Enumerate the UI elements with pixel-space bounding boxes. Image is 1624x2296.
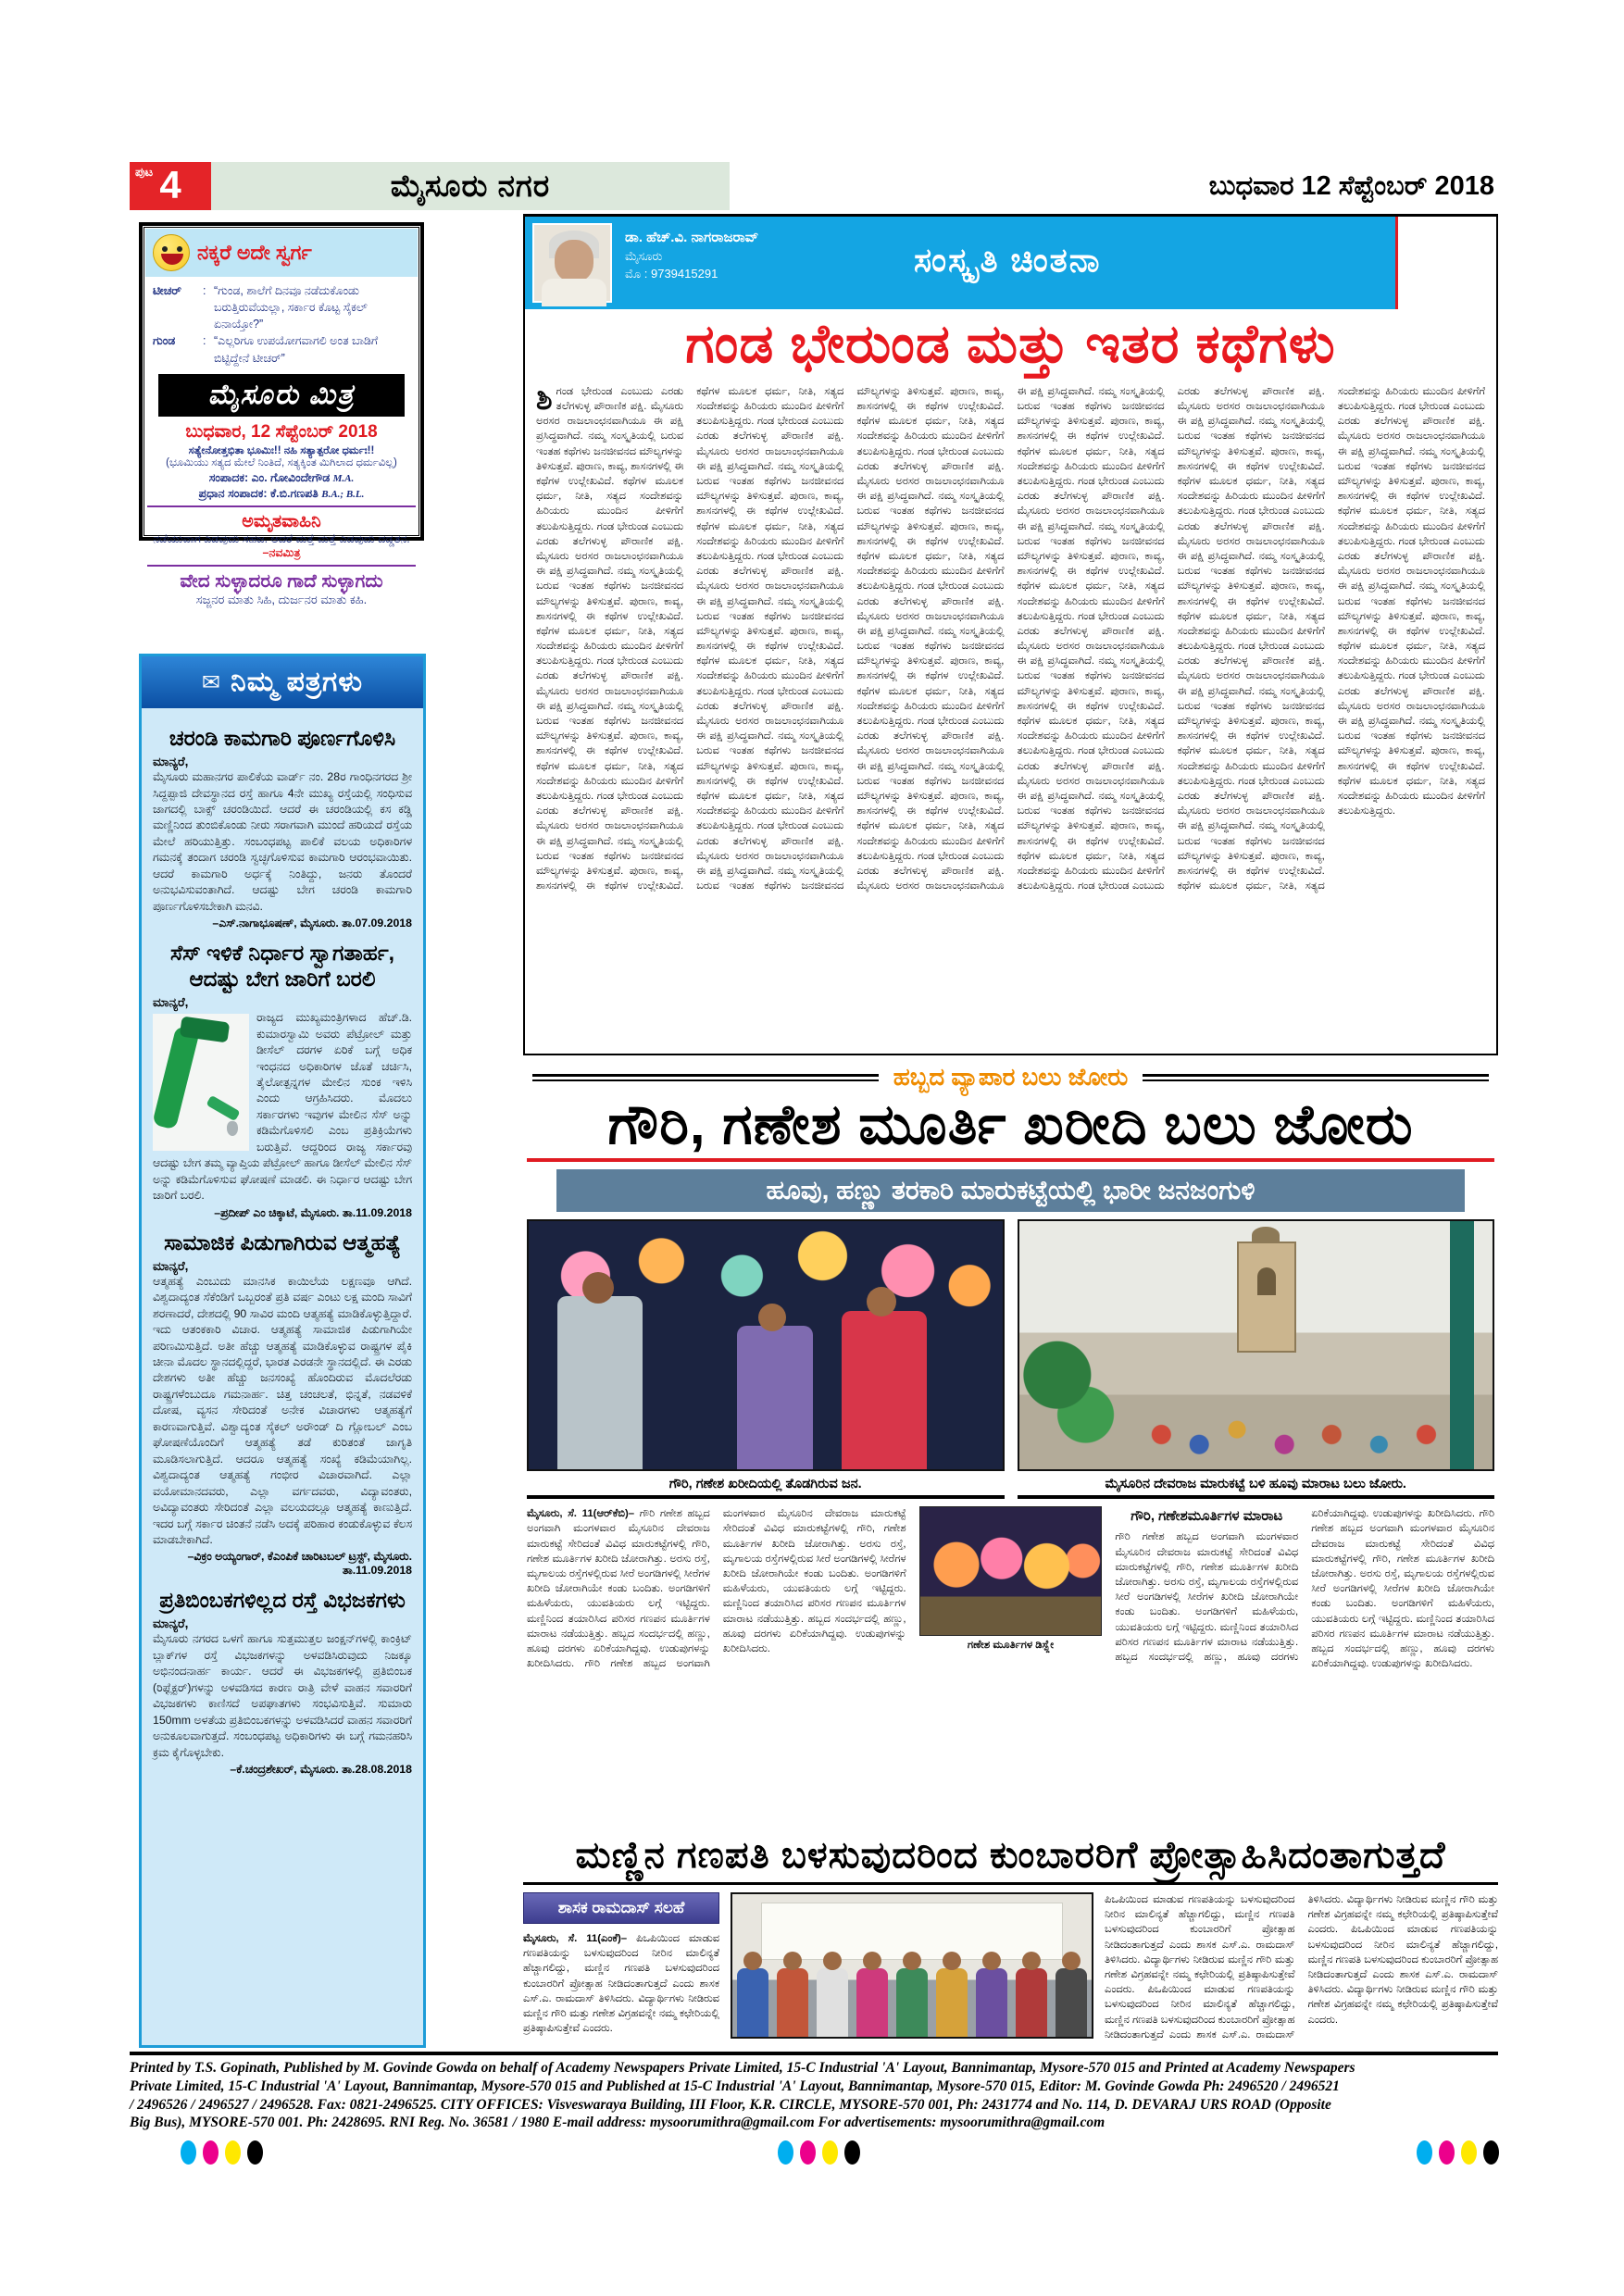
black-dot [1483,2140,1499,2165]
letter-headline: ಪ್ರತಿಬಿಂಬಕಗಳಿಲ್ಲದ ರಸ್ತೆ ವಿಭಜಕಗಳು [159,1588,406,1613]
potter-lead: ಮೈಸೂರು, ಸೆ. 11(ಎಂಕೆ)– ಪಿಒಪಿಯಿಂದ ಮಾಡುವ ಗಣಪತಿಯನ್ನು ಬಳಸುವುದರಿಂದ ನೀರಿನ ಮಾಲಿನ್ಯತೆ ಹೆಚ್ಚಾಗಲಿದ್ದು, ಮಣ್ಣಿನ ಗಣಪತಿ ಬಳಸುವುದರಿಂದ ಕುಂಬಾರರಿಗೆ ಪ್ರೋತ್ಸಾಹ ನೀಡಿದಂತಾಗುತ್ತದೆ ಎಂದು ಶಾಸಕ ಎಸ್.ಎ. ರಾಮದಾಸ್ ತಿಳಿಸಿದರು. ವಿದ್ಯಾರ್ಥಿಗಳು ನೀಡಿರುವ ಮಣ್ಣಿನ ಗೌರಿ ಮತ್ತು ಗಣೇಶ ವಿಗ್ರಹವನ್ನೇ ನಮ್ಮ ಕಛೇರಿಯಲ್ಲಿ ಪ್ರತಿಷ್ಠಾಪಿಸುತ್ತೇವೆ ಎಂದರು. [523,1933,720,2035]
imprint-footer [130,2052,1498,2132]
page-date: ಬುಧವಾರ 12 ಸೆಪ್ಟೆಂಬರ್ 2018 [1208,170,1494,201]
letter-signature: –ಕೆ.ಚಂದ್ರಶೇಖರ್, ಮೈಸೂರು. ತಾ.28.08.2018 [230,1763,412,1777]
yellow-dot [822,2140,838,2165]
festival-body [527,1506,1494,1788]
letter-item [153,1229,412,1578]
person-figure [856,1968,888,2037]
chief-editor-qualification: B.A.; B.L. [321,488,365,500]
proverb-text: ಸಜ್ಜನರ ಮಾತು ಸಿಹಿ, ದುರ್ಜನರ ಮಾತು ಕಹಿ. [195,592,368,606]
letter-body: ಮೈಸೂರು ನಗರದ ಒಳಗೆ ಹಾಗೂ ಸುತ್ತಮುತ್ತಲ ಜಂಕ್ಷನ್‌ಗಳಲ್ಲಿ ಕಾಂಕ್ರಿಟ್ ಬ್ಲಾಕ್‌ಗಳ ರಸ್ತೆ ವಿಭಜಕಗಳನ್ನು ಅಳವಡಿಸಿರುವುದು ನಿಜಕ್ಕೂ ಅಭಿನಂದನಾರ್ಹ ಕಾರ್ಯ. ಆದರೆ ಈ ವಿಭಜಕಗಳಲ್ಲಿ ಪ್ರತಿಬಿಂಬಕ (ರಿಫ್ಲೆಕ್ಟರ್)ಗಳನ್ನು ಅಳವಡಿಸದ ಕಾರಣ ರಾತ್ರಿ ವೇಳೆ ವಾಹನ ಸವಾರರಿಗೆ ವಿಭಜಕಗಳು ಕಾಣಿಸದೆ ಅಪಘಾತಗಳು ಸಂಭವಿಸುತ್ತಿವೆ. ಸುಮಾರು 150mm ಅಳತೆಯ ಪ್ರತಿಬಿಂಬಕಗಳನ್ನು ಅಳವಡಿಸಿದರೆ ವಾಹನ ಸವಾರರಿಗೆ ಅನುಕೂಲವಾಗುತ್ತದೆ. ಸಂಬಂಧಪಟ್ಟ ಅಧಿಕಾರಿಗಳು ಈ ಬಗ್ಗೆ ಗಮನಹರಿಸಿ ಕ್ರಮ ಕೈಗೊಳ್ಳಬೇಕು. [153,1632,412,1759]
inset-caption: ಗಣೇಶ ಮೂರ್ತಿಗಳ ಡಿಸ್ಪ್ಲೇ [967,1640,1055,1652]
festival-article [523,1061,1498,1826]
person-figure [557,1296,643,1470]
masthead-box [139,222,424,606]
motto-meaning: (ಭೂಮಿಯು ಸತ್ಯದ ಮೇಲೆ ನಿಂತಿದೆ, ಸತ್ಯಕ್ಕಿಂತ ಮಿಗಿಲಾದ ಧರ್ಮವಿಲ್ಲ) [166,456,397,468]
amrutavahini-signature: –ನವಮಿತ್ರ [262,545,301,559]
letter-salutation: ಮಾನ್ಯರೆ, [153,1616,189,1631]
amrutavahini-text: ನಡೆಯುವಾಗ ಎಡವುದು ಸಹಜ. ಆದರೆ ಮತ್ತೆ ಮತ್ತೆ ಎಡವುದು ದಡ್ಡತನ. –ನವಮಿತ್ರ [153,531,410,559]
joke-dialogue [145,277,418,368]
potter-content-row [523,1892,1498,2050]
culture-body-text: ಗಂಡ ಭೇರುಂಡ ಎಂಬುದು ಎರಡು ತಲೆಗಳುಳ್ಳ ಪೌರಾಣಿಕ ಪಕ್ಷಿ. ಮೈಸೂರು ಅರಸರ ರಾಜಲಾಂಛನವಾಗಿಯೂ ಈ ಪಕ್ಷಿ ಪ್ರಸಿದ್ಧವಾಗಿದೆ. ನಮ್ಮ ಸಂಸ್ಕೃತಿಯಲ್ಲಿ ಬರುವ ಇಂತಹ ಕಥೆಗಳು ಜನಜೀವನದ ಮೌಲ್ಯಗಳನ್ನು ತಿಳಿಸುತ್ತವೆ. ಪುರಾಣ, ಕಾವ್ಯ, ಶಾಸನಗಳಲ್ಲಿ ಈ ಕಥೆಗಳ ಉಲ್ಲೇಖವಿದೆ. ಕಥೆಗಳ ಮೂಲಕ ಧರ್ಮ, ನೀತಿ, ಸತ್ಯದ ಸಂದೇಶವನ್ನು ಹಿರಿಯರು ಮುಂದಿನ ಪೀಳಿಗೆಗೆ ತಲುಪಿಸುತ್ತಿದ್ದರು. ಗಂಡ ಭೇರುಂಡ ಎಂಬುದು ಎರಡು ತಲೆಗಳುಳ್ಳ ಪೌರಾಣಿಕ ಪಕ್ಷಿ. ಮೈಸೂರು ಅರಸರ ರಾಜಲಾಂಛನವಾಗಿಯೂ ಈ ಪಕ್ಷಿ ಪ್ರಸಿದ್ಧವಾಗಿದೆ. ನಮ್ಮ ಸಂಸ್ಕೃತಿಯಲ್ಲಿ ಬರುವ ಇಂತಹ ಕಥೆಗಳು ಜನಜೀವನದ ಮೌಲ್ಯಗಳನ್ನು ತಿಳಿಸುತ್ತವೆ. ಪುರಾಣ, ಕಾವ್ಯ, ಶಾಸನಗಳಲ್ಲಿ ಈ ಕಥೆಗಳ ಉಲ್ಲೇಖವಿದೆ. ಕಥೆಗಳ ಮೂಲಕ ಧರ್ಮ, ನೀತಿ, ಸತ್ಯದ ಸಂದೇಶವನ್ನು ಹಿರಿಯರು ಮುಂದಿನ ಪೀಳಿಗೆಗೆ ತಲುಪಿಸುತ್ತಿದ್ದರು. ಗಂಡ ಭೇರುಂಡ ಎಂಬುದು ಎರಡು ತಲೆಗಳುಳ್ಳ ಪೌರಾಣಿಕ ಪಕ್ಷಿ. ಮೈಸೂರು ಅರಸರ ರಾಜಲಾಂಛನವಾಗಿಯೂ ಈ ಪಕ್ಷಿ ಪ್ರಸಿದ್ಧವಾಗಿದೆ. ನಮ್ಮ ಸಂಸ್ಕೃತಿಯಲ್ಲಿ ಬರುವ ಇಂತಹ ಕಥೆಗಳು ಜನಜೀವನದ ಮೌಲ್ಯಗಳನ್ನು ತಿಳಿಸುತ್ತವೆ. ಪುರಾಣ, ಕಾವ್ಯ, ಶಾಸನಗಳಲ್ಲಿ ಈ ಕಥೆಗಳ ಉಲ್ಲೇಖವಿದೆ. ಕಥೆಗಳ ಮೂಲಕ ಧರ್ಮ, ನೀತಿ, ಸತ್ಯದ ಸಂದೇಶವನ್ನು ಹಿರಿಯರು ಮುಂದಿನ ಪೀಳಿಗೆಗೆ ತಲುಪಿಸುತ್ತಿದ್ದರು. ಗಂಡ ಭೇರುಂಡ ಎಂಬುದು ಎರಡು ತಲೆಗಳುಳ್ಳ ಪೌರಾಣಿಕ ಪಕ್ಷಿ. ಮೈಸೂರು ಅರಸರ ರಾಜಲಾಂಛನವಾಗಿಯೂ ಈ ಪಕ್ಷಿ ಪ್ರಸಿದ್ಧವಾಗಿದೆ. ನಮ್ಮ ಸಂಸ್ಕೃತಿಯಲ್ಲಿ ಬರುವ ಇಂತಹ ಕಥೆಗಳು ಜನಜೀವನದ ಮೌಲ್ಯಗಳನ್ನು ತಿಳಿಸುತ್ತವೆ. ಪುರಾಣ, ಕಾವ್ಯ, ಶಾಸನಗಳಲ್ಲಿ ಈ ಕಥೆಗಳ ಉಲ್ಲೇಖವಿದೆ. ಕಥೆಗಳ ಮೂಲಕ ಧರ್ಮ, ನೀತಿ, ಸತ್ಯದ ಸಂದೇಶವನ್ನು ಹಿರಿಯರು ಮುಂದಿನ ಪೀಳಿಗೆಗೆ ತಲುಪಿಸುತ್ತಿದ್ದರು. ಗಂಡ ಭೇರುಂಡ ಎಂಬುದು ಎರಡು ತಲೆಗಳುಳ್ಳ ಪೌರಾಣಿಕ ಪಕ್ಷಿ. ಮೈಸೂರು ಅರಸರ ರಾಜಲಾಂಛನವಾಗಿಯೂ ಈ ಪಕ್ಷಿ ಪ್ರಸಿದ್ಧವಾಗಿದೆ. ನಮ್ಮ ಸಂಸ್ಕೃತಿಯಲ್ಲಿ ಬರುವ ಇಂತಹ ಕಥೆಗಳು ಜನಜೀವನದ ಮೌಲ್ಯಗಳನ್ನು ತಿಳಿಸುತ್ತವೆ. ಪುರಾಣ, ಕಾವ್ಯ, ಶಾಸನಗಳಲ್ಲಿ ಈ ಕಥೆಗಳ ಉಲ್ಲೇಖವಿದೆ. ಕಥೆಗಳ ಮೂಲಕ ಧರ್ಮ, ನೀತಿ, ಸತ್ಯದ ಸಂದೇಶವನ್ನು ಹಿರಿಯರು ಮುಂದಿನ ಪೀಳಿಗೆಗೆ ತಲುಪಿಸುತ್ತಿದ್ದರು. ಗಂಡ ಭೇರುಂಡ ಎಂಬುದು ಎರಡು ತಲೆಗಳುಳ್ಳ ಪೌರಾಣಿಕ ಪಕ್ಷಿ. ಮೈಸೂರು ಅರಸರ ರಾಜಲಾಂಛನವಾಗಿಯೂ ಈ ಪಕ್ಷಿ ಪ್ರಸಿದ್ಧವಾಗಿದೆ. ನಮ್ಮ ಸಂಸ್ಕೃತಿಯಲ್ಲಿ ಬರುವ ಇಂತಹ ಕಥೆಗಳು ಜನಜೀವನದ ಮೌಲ್ಯಗಳನ್ನು ತಿಳಿಸುತ್ತವೆ. ಪುರಾಣ, ಕಾವ್ಯ, ಶಾಸನಗಳಲ್ಲಿ ಈ ಕಥೆಗಳ ಉಲ್ಲೇಖವಿದೆ. ಕಥೆಗಳ ಮೂಲಕ ಧರ್ಮ, ನೀತಿ, ಸತ್ಯದ ಸಂದೇಶವನ್ನು ಹಿರಿಯರು ಮುಂದಿನ ಪೀಳಿಗೆಗೆ ತಲುಪಿಸುತ್ತಿದ್ದರು. ಗಂಡ ಭೇರುಂಡ ಎಂಬುದು ಎರಡು ತಲೆಗಳುಳ್ಳ ಪೌರಾಣಿಕ ಪಕ್ಷಿ. ಮೈಸೂರು ಅರಸರ ರಾಜಲಾಂಛನವಾಗಿಯೂ ಈ ಪಕ್ಷಿ ಪ್ರಸಿದ್ಧವಾಗಿದೆ. ನಮ್ಮ ಸಂಸ್ಕೃತಿಯಲ್ಲಿ ಬರುವ ಇಂತಹ ಕಥೆಗಳು ಜನಜೀವನದ ಮೌಲ್ಯಗಳನ್ನು ತಿಳಿಸುತ್ತವೆ. ಪುರಾಣ, ಕಾವ್ಯ, ಶಾಸನಗಳಲ್ಲಿ ಈ ಕಥೆಗಳ ಉಲ್ಲೇಖವಿದೆ. ಕಥೆಗಳ ಮೂಲಕ ಧರ್ಮ, ನೀತಿ, ಸತ್ಯದ ಸಂದೇಶವನ್ನು ಹಿರಿಯರು ಮುಂದಿನ ಪೀಳಿಗೆಗೆ ತಲುಪಿಸುತ್ತಿದ್ದರು. ಗಂಡ ಭೇರುಂಡ ಎಂಬುದು ಎರಡು ತಲೆಗಳುಳ್ಳ ಪೌರಾಣಿಕ ಪಕ್ಷಿ. ಮೈಸೂರು ಅರಸರ ರಾಜಲಾಂಛನವಾಗಿಯೂ ಈ ಪಕ್ಷಿ ಪ್ರಸಿದ್ಧವಾಗಿದೆ. ನಮ್ಮ ಸಂಸ್ಕೃತಿಯಲ್ಲಿ ಬರುವ ಇಂತಹ ಕಥೆಗಳು ಜನಜೀವನದ ಮೌಲ್ಯಗಳನ್ನು ತಿಳಿಸುತ್ತವೆ. ಪುರಾಣ, ಕಾವ್ಯ, ಶಾಸನಗಳಲ್ಲಿ ಈ ಕಥೆಗಳ ಉಲ್ಲೇಖವಿದೆ. ಕಥೆಗಳ ಮೂಲಕ ಧರ್ಮ, ನೀತಿ, ಸತ್ಯದ ಸಂದೇಶವನ್ನು ಹಿರಿಯರು ಮುಂದಿನ ಪೀಳಿಗೆಗೆ ತಲುಪಿಸುತ್ತಿದ್ದರು. ಗಂಡ ಭೇರುಂಡ ಎಂಬುದು ಎರಡು ತಲೆಗಳುಳ್ಳ ಪೌರಾಣಿಕ ಪಕ್ಷಿ. ಮೈಸೂರು ಅರಸರ ರಾಜಲಾಂಛನವಾಗಿಯೂ ಈ ಪಕ್ಷಿ ಪ್ರಸಿದ್ಧವಾಗಿದೆ. ನಮ್ಮ ಸಂಸ್ಕೃತಿಯಲ್ಲಿ ಬರುವ ಇಂತಹ ಕಥೆಗಳು ಜನಜೀವನದ ಮೌಲ್ಯಗಳನ್ನು ತಿಳಿಸುತ್ತವೆ. ಪುರಾಣ, ಕಾವ್ಯ, ಶಾಸನಗಳಲ್ಲಿ ಈ ಕಥೆಗಳ ಉಲ್ಲೇಖವಿದೆ. ಕಥೆಗಳ ಮೂಲಕ ಧರ್ಮ, ನೀತಿ, ಸತ್ಯದ ಸಂದೇಶವನ್ನು ಹಿರಿಯರು ಮುಂದಿನ ಪೀಳಿಗೆಗೆ ತಲುಪಿಸುತ್ತಿದ್ದರು. ಗಂಡ ಭೇರುಂಡ ಎಂಬುದು ಎರಡು ತಲೆಗಳುಳ್ಳ ಪೌರಾಣಿಕ ಪಕ್ಷಿ. ಮೈಸೂರು ಅರಸರ ರಾಜಲಾಂಛನವಾಗಿಯೂ ಈ ಪಕ್ಷಿ ಪ್ರಸಿದ್ಧವಾಗಿದೆ. ನಮ್ಮ ಸಂಸ್ಕೃತಿಯಲ್ಲಿ ಬರುವ ಇಂತಹ ಕಥೆಗಳು ಜನಜೀವನದ ಮೌಲ್ಯಗಳನ್ನು ತಿಳಿಸುತ್ತವೆ. ಪುರಾಣ, ಕಾವ್ಯ, ಶಾಸನಗಳಲ್ಲಿ ಈ ಕಥೆಗಳ ಉಲ್ಲೇಖವಿದೆ. ಕಥೆಗಳ ಮೂಲಕ ಧರ್ಮ, ನೀತಿ, ಸತ್ಯದ ಸಂದೇಶವನ್ನು ಹಿರಿಯರು ಮುಂದಿನ ಪೀಳಿಗೆಗೆ ತಲುಪಿಸುತ್ತಿದ್ದರು. ಗಂಡ ಭೇರುಂಡ ಎಂಬುದು ಎರಡು ತಲೆಗಳುಳ್ಳ ಪೌರಾಣಿಕ ಪಕ್ಷಿ. ಮೈಸೂರು ಅರಸರ ರಾಜಲಾಂಛನವಾಗಿಯೂ ಈ ಪಕ್ಷಿ ಪ್ರಸಿದ್ಧವಾಗಿದೆ. ನಮ್ಮ ಸಂಸ್ಕೃತಿಯಲ್ಲಿ ಬರುವ ಇಂತಹ ಕಥೆಗಳು ಜನಜೀವನದ ಮೌಲ್ಯಗಳನ್ನು ತಿಳಿಸುತ್ತವೆ. ಪುರಾಣ, ಕಾವ್ಯ, ಶಾಸನಗಳಲ್ಲಿ ಈ ಕಥೆಗಳ ಉಲ್ಲೇಖವಿದೆ. ಕಥೆಗಳ ಮೂಲಕ ಧರ್ಮ, ನೀತಿ, ಸತ್ಯದ ಸಂದೇಶವನ್ನು ಹಿರಿಯರು ಮುಂದಿನ ಪೀಳಿಗೆಗೆ ತಲುಪಿಸುತ್ತಿದ್ದರು. ಗಂಡ ಭೇರುಂಡ ಎಂಬುದು ಎರಡು ತಲೆಗಳುಳ್ಳ ಪೌರಾಣಿಕ ಪಕ್ಷಿ. ಮೈಸೂರು ಅರಸರ ರಾಜಲಾಂಛನವಾಗಿಯೂ ಈ ಪಕ್ಷಿ ಪ್ರಸಿದ್ಧವಾಗಿದೆ. ನಮ್ಮ ಸಂಸ್ಕೃತಿಯಲ್ಲಿ ಬರುವ ಇಂತಹ ಕಥೆಗಳು ಜನಜೀವನದ ಮೌಲ್ಯಗಳನ್ನು ತಿಳಿಸುತ್ತವೆ. ಪುರಾಣ, ಕಾವ್ಯ, ಶಾಸನಗಳಲ್ಲಿ ಈ ಕಥೆಗಳ ಉಲ್ಲೇಖವಿದೆ. ಕಥೆಗಳ ಮೂಲಕ ಧರ್ಮ, ನೀತಿ, ಸತ್ಯದ ಸಂದೇಶವನ್ನು ಹಿರಿಯರು ಮುಂದಿನ ಪೀಳಿಗೆಗೆ ತಲುಪಿಸುತ್ತಿದ್ದರು. ಗಂಡ ಭೇರುಂಡ ಎಂಬುದು ಎರಡು ತಲೆಗಳುಳ್ಳ ಪೌರಾಣಿಕ ಪಕ್ಷಿ. ಮೈಸೂರು ಅರಸರ ರಾಜಲಾಂಛನವಾಗಿಯೂ ಈ ಪಕ್ಷಿ ಪ್ರಸಿದ್ಧವಾಗಿದೆ. ನಮ್ಮ ಸಂಸ್ಕೃತಿಯಲ್ಲಿ ಬರುವ ಇಂತಹ ಕಥೆಗಳು ಜನಜೀವನದ ಮೌಲ್ಯಗಳನ್ನು ತಿಳಿಸುತ್ತವೆ. ಪುರಾಣ, ಕಾವ್ಯ, ಶಾಸನಗಳಲ್ಲಿ ಈ ಕಥೆಗಳ ಉಲ್ಲೇಖವಿದೆ. ಕಥೆಗಳ ಮೂಲಕ ಧರ್ಮ, ನೀತಿ, ಸತ್ಯದ ಸಂದೇಶವನ್ನು ಹಿರಿಯರು ಮುಂದಿನ ಪೀಳಿಗೆಗೆ ತಲುಪಿಸುತ್ತಿದ್ದರು. ಗಂಡ ಭೇರುಂಡ ಎಂಬುದು ಎರಡು ತಲೆಗಳುಳ್ಳ ಪೌರಾಣಿಕ ಪಕ್ಷಿ. ಮೈಸೂರು ಅರಸರ ರಾಜಲಾಂಛನವಾಗಿಯೂ ಈ ಪಕ್ಷಿ ಪ್ರಸಿದ್ಧವಾಗಿದೆ. ನಮ್ಮ ಸಂಸ್ಕೃತಿಯಲ್ಲಿ ಬರುವ ಇಂತಹ ಕಥೆಗಳು ಜನಜೀವನದ ಮೌಲ್ಯಗಳನ್ನು ತಿಳಿಸುತ್ತವೆ. ಪುರಾಣ, ಕಾವ್ಯ, ಶಾಸನಗಳಲ್ಲಿ ಈ ಕಥೆಗಳ ಉಲ್ಲೇಖವಿದೆ. ಕಥೆಗಳ ಮೂಲಕ ಧರ್ಮ, ನೀತಿ, ಸತ್ಯದ ಸಂದೇಶವನ್ನು ಹಿರಿಯರು ಮುಂದಿನ ಪೀಳಿಗೆಗೆ ತಲುಪಿಸುತ್ತಿದ್ದರು. ಗಂಡ ಭೇರುಂಡ ಎಂಬುದು ಎರಡು ತಲೆಗಳುಳ್ಳ ಪೌರಾಣಿಕ ಪಕ್ಷಿ. ಮೈಸೂರು ಅರಸರ ರಾಜಲಾಂಛನವಾಗಿಯೂ ಈ ಪಕ್ಷಿ ಪ್ರಸಿದ್ಧವಾಗಿದೆ. ನಮ್ಮ ಸಂಸ್ಕೃತಿಯಲ್ಲಿ ಬರುವ ಇಂತಹ ಕಥೆಗಳು ಜನಜೀವನದ ಮೌಲ್ಯಗಳನ್ನು ತಿಳಿಸುತ್ತವೆ. ಪುರಾಣ, ಕಾವ್ಯ, ಶಾಸನಗಳಲ್ಲಿ ಈ ಕಥೆಗಳ ಉಲ್ಲೇಖವಿದೆ. ಕಥೆಗಳ ಮೂಲಕ ಧರ್ಮ, ನೀತಿ, ಸತ್ಯದ ಸಂದೇಶವನ್ನು ಹಿರಿಯರು ಮುಂದಿನ ಪೀಳಿಗೆಗೆ ತಲುಪಿಸುತ್ತಿದ್ದರು. ಗಂಡ ಭೇರುಂಡ ಎಂಬುದು ಎರಡು ತಲೆಗಳುಳ್ಳ ಪೌರಾಣಿಕ ಪಕ್ಷಿ. ಮೈಸೂರು ಅರಸರ ರಾಜಲಾಂಛನವಾಗಿಯೂ ಈ ಪಕ್ಷಿ ಪ್ರಸಿದ್ಧವಾಗಿದೆ. ನಮ್ಮ ಸಂಸ್ಕೃತಿಯಲ್ಲಿ ಬರುವ ಇಂತಹ ಕಥೆಗಳು ಜನಜೀವನದ ಮೌಲ್ಯಗಳನ್ನು ತಿಳಿಸುತ್ತವೆ. ಪುರಾಣ, ಕಾವ್ಯ, ಶಾಸನಗಳಲ್ಲಿ ಈ ಕಥೆಗಳ ಉಲ್ಲೇಖವಿದೆ. ಕಥೆಗಳ ಮೂಲಕ ಧರ್ಮ, ನೀತಿ, ಸತ್ಯದ ಸಂದೇಶವನ್ನು ಹಿರಿಯರು ಮುಂದಿನ ಪೀಳಿಗೆಗೆ ತಲುಪಿಸುತ್ತಿದ್ದರು. ಗಂಡ ಭೇರುಂಡ ಎಂಬುದು ಎರಡು ತಲೆಗಳುಳ್ಳ ಪೌರಾಣಿಕ ಪಕ್ಷಿ. ಮೈಸೂರು ಅರಸರ ರಾಜಲಾಂಛನವಾಗಿಯೂ ಈ ಪಕ್ಷಿ ಪ್ರಸಿದ್ಧವಾಗಿದೆ. ನಮ್ಮ ಸಂಸ್ಕೃತಿಯಲ್ಲಿ ಬರುವ ಇಂತಹ ಕಥೆಗಳು ಜನಜೀವನದ ಮೌಲ್ಯಗಳನ್ನು ತಿಳಿಸುತ್ತವೆ. ಪುರಾಣ, ಕಾವ್ಯ, ಶಾಸನಗಳಲ್ಲಿ ಈ ಕಥೆಗಳ ಉಲ್ಲೇಖವಿದೆ. ಕಥೆಗಳ ಮೂಲಕ ಧರ್ಮ, ನೀತಿ, ಸತ್ಯದ ಸಂದೇಶವನ್ನು ಹಿರಿಯರು ಮುಂದಿನ ಪೀಳಿಗೆಗೆ ತಲುಪಿಸುತ್ತಿದ್ದರು. ಗಂಡ ಭೇರುಂಡ ಎಂಬುದು ಎರಡು ತಲೆಗಳುಳ್ಳ ಪೌರಾಣಿಕ ಪಕ್ಷಿ. ಮೈಸೂರು ಅರಸರ ರಾಜಲಾಂಛನವಾಗಿಯೂ ಈ ಪಕ್ಷಿ ಪ್ರಸಿದ್ಧವಾಗಿದೆ. ನಮ್ಮ ಸಂಸ್ಕೃತಿಯಲ್ಲಿ ಬರುವ ಇಂತಹ ಕಥೆಗಳು ಜನಜೀವನದ ಮೌಲ್ಯಗಳನ್ನು ತಿಳಿಸುತ್ತವೆ. ಪುರಾಣ, ಕಾವ್ಯ, ಶಾಸನಗಳಲ್ಲಿ ಈ ಕಥೆಗಳ ಉಲ್ಲೇಖವಿದೆ. ಕಥೆಗಳ ಮೂಲಕ ಧರ್ಮ, ನೀತಿ, ಸತ್ಯದ ಸಂದೇಶವನ್ನು ಹಿರಿಯರು ಮುಂದಿನ ಪೀಳಿಗೆಗೆ ತಲುಪಿಸುತ್ತಿದ್ದರು. ಗಂಡ ಭೇರುಂಡ ಎಂಬುದು ಎರಡು ತಲೆಗಳುಳ್ಳ ಪೌರಾಣಿಕ ಪಕ್ಷಿ. ಮೈಸೂರು ಅರಸರ ರಾಜಲಾಂಛನವಾಗಿಯೂ ಈ ಪಕ್ಷಿ ಪ್ರಸಿದ್ಧವಾಗಿದೆ. ನಮ್ಮ ಸಂಸ್ಕೃತಿಯಲ್ಲಿ ಬರುವ ಇಂತಹ ಕಥೆಗಳು ಜನಜೀವನದ ಮೌಲ್ಯಗಳನ್ನು ತಿಳಿಸುತ್ತವೆ. ಪುರಾಣ, ಕಾವ್ಯ, ಶಾಸನಗಳಲ್ಲಿ ಈ ಕಥೆಗಳ ಉಲ್ಲೇಖವಿದೆ. ಕಥೆಗಳ ಮೂಲಕ ಧರ್ಮ, ನೀತಿ, ಸತ್ಯದ ಸಂದೇಶವನ್ನು ಹಿರಿಯರು ಮುಂದಿನ ಪೀಳಿಗೆಗೆ ತಲುಪಿಸುತ್ತಿದ್ದರು. ಗಂಡ ಭೇರುಂಡ ಎಂಬುದು ಎರಡು ತಲೆಗಳುಳ್ಳ ಪೌರಾಣಿಕ ಪಕ್ಷಿ. ಮೈಸೂರು ಅರಸರ ರಾಜಲಾಂಛನವಾಗಿಯೂ ಈ ಪಕ್ಷಿ ಪ್ರಸಿದ್ಧವಾಗಿದೆ. ನಮ್ಮ ಸಂಸ್ಕೃತಿಯಲ್ಲಿ ಬರುವ ಇಂತಹ ಕಥೆಗಳು ಜನಜೀವನದ ಮೌಲ್ಯಗಳನ್ನು ತಿಳಿಸುತ್ತವೆ. ಪುರಾಣ, ಕಾವ್ಯ, ಶಾಸನಗಳಲ್ಲಿ ಈ ಕಥೆಗಳ ಉಲ್ಲೇಖವಿದೆ. ಕಥೆಗಳ ಮೂಲಕ ಧರ್ಮ, ನೀತಿ, ಸತ್ಯದ ಸಂದೇಶವನ್ನು ಹಿರಿಯರು ಮುಂದಿನ ಪೀಳಿಗೆಗೆ ತಲುಪಿಸುತ್ತಿದ್ದರು. ಗಂಡ ಭೇರುಂಡ ಎಂಬುದು ಎರಡು ತಲೆಗಳುಳ್ಳ ಪೌರಾಣಿಕ ಪಕ್ಷಿ. ಮೈಸೂರು ಅರಸರ ರಾಜಲಾಂಛನವಾಗಿಯೂ ಈ ಪಕ್ಷಿ ಪ್ರಸಿದ್ಧವಾಗಿದೆ. ನಮ್ಮ ಸಂಸ್ಕೃತಿಯಲ್ಲಿ ಬರುವ ಇಂತಹ ಕಥೆಗಳು ಜನಜೀವನದ ಮೌಲ್ಯಗಳನ್ನು ತಿಳಿಸುತ್ತವೆ. ಪುರಾಣ, ಕಾವ್ಯ, ಶಾಸನಗಳಲ್ಲಿ ಈ ಕಥೆಗಳ ಉಲ್ಲೇಖವಿದೆ. ಕಥೆಗಳ ಮೂಲಕ ಧರ್ಮ, ನೀತಿ, ಸತ್ಯದ ಸಂದೇಶವನ್ನು ಹಿರಿಯರು ಮುಂದಿನ ಪೀಳಿಗೆಗೆ ತಲುಪಿಸುತ್ತಿದ್ದರು. ಗಂಡ ಭೇರುಂಡ ಎಂಬುದು ಎರಡು ತಲೆಗಳುಳ್ಳ ಪೌರಾಣಿಕ ಪಕ್ಷಿ. ಮೈಸೂರು ಅರಸರ ರಾಜಲಾಂಛನವಾಗಿಯೂ ಈ ಪಕ್ಷಿ ಪ್ರಸಿದ್ಧವಾಗಿದೆ. ನಮ್ಮ ಸಂಸ್ಕೃತಿಯಲ್ಲಿ ಬರುವ ಇಂತಹ ಕಥೆಗಳು ಜನಜೀವನದ ಮೌಲ್ಯಗಳನ್ನು ತಿಳಿಸುತ್ತವೆ. ಪುರಾಣ, ಕಾವ್ಯ, ಶಾಸನಗಳಲ್ಲಿ ಈ ಕಥೆಗಳ ಉಲ್ಲೇಖವಿದೆ. ಕಥೆಗಳ ಮೂಲಕ ಧರ್ಮ, ನೀತಿ, ಸತ್ಯದ ಸಂದೇಶವನ್ನು ಹಿರಿಯರು ಮುಂದಿನ ಪೀಳಿಗೆಗೆ ತಲುಪಿಸುತ್ತಿದ್ದರು. [536,385,1485,892]
person-figure [896,1968,928,2037]
person-figure [1016,1968,1047,2037]
speaker-label: ಟೀಚರ್ [153,284,181,297]
dateline: ಮೈಸೂರು, ಸೆ. 11(ಎಂಕೆ)– [523,1933,637,1944]
photo-captions [527,1477,1494,1499]
cmyk-registration-marks [778,2140,860,2165]
festival-body-text: ಗೌರಿ ಗಣೇಶ ಹಬ್ಬದ ಅಂಗವಾಗಿ ಮಂಗಳವಾರ ಮೈಸೂರಿನ ದೇವರಾಜ ಮಾರುಕಟ್ಟೆ ಸೇರಿದಂತೆ ವಿವಿಧ ಮಾರುಕಟ್ಟೆಗಳಲ್ಲಿ ಗೌರಿ, ಗಣೇಶ ಮೂರ್ತಿಗಳ ಖರೀದಿ ಜೋರಾಗಿತ್ತು. ಅರಸು ರಸ್ತೆ, ಮೃಗಾಲಯ ರಸ್ತೆಗಳಲ್ಲಿರುವ ಸೀರೆ ಅಂಗಡಿಗಳಲ್ಲಿ ಸೀರೆಗಳ ಖರೀದಿ ಜೋರಾಗಿಯೇ ಕಂಡು ಬಂದಿತು. ಅಂಗಡಿಗಳಿಗೆ ಮಹಿಳೆಯರು, ಯುವತಿಯರು ಲಗ್ಗೆ ಇಟ್ಟಿದ್ದರು. ಮಣ್ಣಿನಿಂದ ತಯಾರಿಸಿದ ಪರಿಸರ ಗಣಪನ ಮೂರ್ತಿಗಳ ಮಾರಾಟ ನಡೆಯುತ್ತಿತ್ತು. ಹಬ್ಬದ ಸಂದರ್ಭದಲ್ಲಿ ಹಣ್ಣು, ಹೂವು ದರಗಳು ಏರಿಕೆಯಾಗಿದ್ದವು. ಉಡುಪುಗಳನ್ನು ಖರೀದಿಸಿದರು. ಗೌರಿ ಗಣೇಶ ಹಬ್ಬದ ಅಂಗವಾಗಿ ಮಂಗಳವಾರ ಮೈಸೂರಿನ ದೇವರಾಜ ಮಾರುಕಟ್ಟೆ ಸೇರಿದಂತೆ ವಿವಿಧ ಮಾರುಕಟ್ಟೆಗಳಲ್ಲಿ ಗೌರಿ, ಗಣೇಶ ಮೂರ್ತಿಗಳ ಖರೀದಿ ಜೋರಾಗಿತ್ತು. ಅರಸು ರಸ್ತೆ, ಮೃಗಾಲಯ ರಸ್ತೆಗಳಲ್ಲಿರುವ ಸೀರೆ ಅಂಗಡಿಗಳಲ್ಲಿ ಸೀರೆಗಳ ಖರೀದಿ ಜೋರಾಗಿಯೇ ಕಂಡು ಬಂದಿತು. ಅಂಗಡಿಗಳಿಗೆ ಮಹಿಳೆಯರು, ಯುವತಿಯರು ಲಗ್ಗೆ ಇಟ್ಟಿದ್ದರು. ಮಣ್ಣಿನಿಂದ ತಯಾರಿಸಿದ ಪರಿಸರ ಗಣಪನ ಮೂರ್ತಿಗಳ ಮಾರಾಟ ನಡೆಯುತ್ತಿತ್ತು. ಹಬ್ಬದ ಸಂದರ್ಭದಲ್ಲಿ ಹಣ್ಣು, ಹೂವು ದರಗಳು ಏರಿಕೆಯಾಗಿದ್ದವು. ಉಡುಪುಗಳನ್ನು ಖರೀದಿಸಿದರು. [527,1508,906,1670]
dateline: ಮೈಸೂರು, ಸೆ. 11(ಆರ್‌ಕೆಬಿ)– [527,1508,640,1520]
person-figure [777,1968,808,2037]
imprint-line: Private Limited, 15-C Industrial 'A' Layout, Bannimantap, Mysore-570 015 and Published at 15-C Industrial 'A' Layout, Bannimantap, Mysore-570 015, Editor: M. Govinde Gowda Ph: 2496520 / 2496521 [130,2078,1340,2094]
clock-tower [1237,1242,1296,1353]
page-header [130,162,1498,210]
editor-line: ಸಂಪಾದಕ: ಎಂ. ಗೋವಿಂದೇಗೌಡ M.A. [208,470,355,484]
culture-body [525,379,1496,1017]
fuel-nozzle-photo [153,1014,249,1151]
author-name: ಡಾ. ಹೆಚ್.ವಿ. ನಾಗರಾಜರಾವ್ [625,230,759,245]
black-dot [247,2140,263,2165]
festival-subhead: ಹೂವು, ಹಣ್ಣು ತರಕಾರಿ ಮಾರುಕಟ್ಟೆಯಲ್ಲಿ ಭಾರೀ ಜನಜಂಗುಳಿ [556,1169,1465,1212]
double-rule [532,1074,879,1081]
drop-cap: ಶಿ [536,381,553,416]
ganesha-idols-photo [919,1506,1103,1636]
letters-list [142,708,423,1784]
festival-subhead2: ಗೌರಿ, ಗಣೇಶಮೂರ್ತಿಗಳ ಮಾರಾಟ [1131,1508,1283,1525]
festival-body-text-more: ಗೌರಿ ಗಣೇಶ ಹಬ್ಬದ ಅಂಗವಾಗಿ ಮಂಗಳವಾರ ಮೈಸೂರಿನ ದೇವರಾಜ ಮಾರುಕಟ್ಟೆ ಸೇರಿದಂತೆ ವಿವಿಧ ಮಾರುಕಟ್ಟೆಗಳಲ್ಲಿ ಗೌರಿ, ಗಣೇಶ ಮೂರ್ತಿಗಳ ಖರೀದಿ ಜೋರಾಗಿತ್ತು. ಅರಸು ರಸ್ತೆ, ಮೃಗಾಲಯ ರಸ್ತೆಗಳಲ್ಲಿರುವ ಸೀರೆ ಅಂಗಡಿಗಳಲ್ಲಿ ಸೀರೆಗಳ ಖರೀದಿ ಜೋರಾಗಿಯೇ ಕಂಡು ಬಂದಿತು. ಅಂಗಡಿಗಳಿಗೆ ಮಹಿಳೆಯರು, ಯುವತಿಯರು ಲಗ್ಗೆ ಇಟ್ಟಿದ್ದರು. ಮಣ್ಣಿನಿಂದ ತಯಾರಿಸಿದ ಪರಿಸರ ಗಣಪನ ಮೂರ್ತಿಗಳ ಮಾರಾಟ ನಡೆಯುತ್ತಿತ್ತು. ಹಬ್ಬದ ಸಂದರ್ಭದಲ್ಲಿ ಹಣ್ಣು, ಹೂವು ದರಗಳು ಏರಿಕೆಯಾಗಿದ್ದವು. ಉಡುಪುಗಳನ್ನು ಖರೀದಿಸಿದರು. ಗೌರಿ ಗಣೇಶ ಹಬ್ಬದ ಅಂಗವಾಗಿ ಮಂಗಳವಾರ ಮೈಸೂರಿನ ದೇವರಾಜ ಮಾರುಕಟ್ಟೆ ಸೇರಿದಂತೆ ವಿವಿಧ ಮಾರುಕಟ್ಟೆಗಳಲ್ಲಿ ಗೌರಿ, ಗಣೇಶ ಮೂರ್ತಿಗಳ ಖರೀದಿ ಜೋರಾಗಿತ್ತು. ಅರಸು ರಸ್ತೆ, ಮೃಗಾಲಯ ರಸ್ತೆಗಳಲ್ಲಿರುವ ಸೀರೆ ಅಂಗಡಿಗಳಲ್ಲಿ ಸೀರೆಗಳ ಖರೀದಿ ಜೋರಾಗಿಯೇ ಕಂಡು ಬಂದಿತು. ಅಂಗಡಿಗಳಿಗೆ ಮಹಿಳೆಯರು, ಯುವತಿಯರು ಲಗ್ಗೆ ಇಟ್ಟಿದ್ದರು. ಮಣ್ಣಿನಿಂದ ತಯಾರಿಸಿದ ಪರಿಸರ ಗಣಪನ ಮೂರ್ತಿಗಳ ಮಾರಾಟ ನಡೆಯುತ್ತಿತ್ತು. ಹಬ್ಬದ ಸಂದರ್ಭದಲ್ಲಿ ಹಣ್ಣು, ಹೂವು ದರಗಳು ಏರಿಕೆಯಾಗಿದ್ದವು. ಉಡುಪುಗಳನ್ನು ಖರೀದಿಸಿದರು. [1115,1508,1494,1670]
chief-editor-line: ಪ್ರಧಾನ ಸಂಪಾದಕ: ಕೆ.ಬಿ.ಗಣಪತಿ B.A.; B.L. [198,486,365,500]
festival-photos [527,1219,1494,1471]
letter-signature: –ಪ್ರದೀಪ್ ಎಂ ಚಿಕ್ಕಾಟೆ, ಮೈಸೂರು. ತಾ.11.09.2018 [214,1205,412,1219]
letters-section [139,654,426,2048]
person-figure [936,1968,968,2037]
person-figure [842,1311,927,1470]
cmyk-registration-marks [1417,2140,1499,2165]
magenta-dot [800,2140,816,2165]
letter-salutation: ಮಾನ್ಯರೆ, [153,995,189,1010]
imprint-line: Printed by T.S. Gopinath, Published by M. Govinde Gowda on behalf of Academy Newspapers Private Limited, 15-C Industrial 'A' Layout, Bannimantap, Mysore-570 015 and Printed at Academy Newspapers [130,2060,1355,2076]
imprint-line: Big Bus), MYSORE-570 001. Ph: 2428695. RNI Reg. No. 36581 / 1980 E-mail address: mysoorumithra@gmail.com For advertisements: mysoorumithra@gmail.com [130,2115,1106,2131]
letter-body: ರಾಜ್ಯದ ಮುಖ್ಯಮಂತ್ರಿಗಳಾದ ಹೆಚ್.ಡಿ. ಕುಮಾರಸ್ವಾಮಿ ಅವರು ಪೆಟ್ರೋಲ್ ಮತ್ತು ಡೀಸೆಲ್ ದರಗಳ ಏರಿಕೆ ಬಗ್ಗೆ ಅಧಿಕ ಇಂಧನದ ಅಧಿಕಾರಿಗಳ ಜೊತೆ ಚರ್ಚಿಸಿ, ತೈಲೋತ್ಪನ್ನಗಳ ಮೇಲಿನ ಸುಂಕ ಇಳಿಸಿ ಎಂದು ಆಗ್ರಹಿಸಿದರು. ಮೊದಲು ಸರ್ಕಾರಗಳು ಇವುಗಳ ಮೇಲಿನ ಸೆಸ್ ಅನ್ನು ಕಡಿಮೆಗೊಳಿಸಲಿ ಎಂಬ ಪ್ರತಿಕ್ರಿಯೆಗಳು ಬರುತ್ತಿವೆ. ಆದ್ದರಿಂದ ರಾಜ್ಯ ಸರ್ಕಾರವು ಆದಷ್ಟು ಬೇಗ ತಮ್ಮ ವ್ಯಾಪ್ತಿಯ ಪೆಟ್ರೋಲ್ ಹಾಗೂ ಡೀಸೆಲ್ ಮೇಲಿನ ಸೆಸ್ ಅನ್ನು ಕಡಿಮೆಗೊಳಿಸುವ ಘೋಷಣೆ ಮಾಡಲಿ. ಈ ನಿರ್ಧಾರ ಆದಷ್ಟು ಬೇಗ ಜಾರಿಗೆ ಬರಲಿ. [153,1011,412,1203]
letter-salutation: ಮಾನ್ಯರೆ, [153,755,189,769]
page-label: ಪುಟ [135,165,154,179]
idol-shoppers-photo [527,1219,1005,1471]
proverb-title: ವೇದ ಸುಳ್ಳಾದರೂ ಗಾದೆ ಸುಳ್ಳಾಗದು [180,570,383,592]
joke-title: ನಕ್ಕರೆ ಅದೇ ಸ್ವರ್ಗ [197,241,312,264]
letter-signature: –ವಿಕ್ರಂ ಅಯ್ಯಂಗಾರ್, ಕೆಎಂಪಿಕೆ ಚಾರಿಟಬಲ್ ಟ್ರಸ್ಟ್, ಮೈಸೂರು. ತಾ.11.09.2018 [187,1550,412,1578]
yellow-dot [225,2140,241,2165]
inset-photo-block [919,1506,1103,1653]
market-crowd-photo [1018,1219,1495,1471]
divider [147,505,416,507]
author-block [625,228,758,282]
imprint-line: / 2496526 / 2496527 / 2496528. Fax: 0821-2496525. CITY OFFICES: Visveswaraya Building, III Floor, K.R. CIRCLE, MYSORE-570 001, Ph: 2431774 and No. 114, D. DEVARAJ URS ROAD (Opposite [130,2096,1331,2113]
double-rule [1143,1074,1489,1081]
letter-headline: ಸೆಸ್ ಇಳಿಕೆ ನಿರ್ಧಾರ ಸ್ವಾಗತಾರ್ಹ, ಆದಷ್ಟು ಬೇಗ ಜಾರಿಗೆ ಬರಲಿ [169,941,394,992]
divider [147,565,416,567]
section-title: ಮೈಸೂರು ನಗರ [211,162,730,210]
letter-headline: ಸಾಮಾಜಿಕ ಪಿಡುಗಾಗಿರುವ ಆತ್ಮಹತ್ಯೆ [164,1229,401,1254]
page-number-box [130,162,211,210]
person-figure [737,1968,768,2037]
potter-headline: ಮಣ್ಣಿನ ಗಣಪತಿ ಬಳಸುವುದರಿಂದ ಕುಂಬಾರರಿಗೆ ಪ್ರೋತ್ಸಾಹಿಸಿದಂತಾಗುತ್ತದೆ [523,1835,1498,1885]
edition-date: ಬುಧವಾರ, 12 ಸೆಪ್ಟೆಂಬರ್ 2018 [185,421,378,442]
person-figure [817,1968,848,2037]
people-row [732,1949,1092,2037]
culture-article [523,215,1498,1055]
letter-body: ಮೈಸೂರು ಮಹಾನಗರ ಪಾಲಿಕೆಯ ವಾರ್ಡ್ ನಂ. 28ರ ಗಾಂಧಿನಗರದ ಶ್ರೀ ಸಿದ್ದಪ್ಪಾಜಿ ದೇವಸ್ಥಾನದ ರಸ್ತೆ ಹಾಗೂ 4ನೇ ಮುಖ್ಯ ರಸ್ತೆಯಲ್ಲಿ ಸಂಧಿಸುವ ಜಾಗದಲ್ಲಿ ಬಾಕ್ಸ್ ಚರಂಡಿಯಿದೆ. ಆದರೆ ಈ ಚರಂಡಿಯಲ್ಲಿ ಕಸ ಕಡ್ಡಿ ಮಣ್ಣಿನಿಂದ ತುಂಬಿಕೊಂಡು ನೀರು ಸರಾಗವಾಗಿ ಮುಂದೆ ಹರಿಯದೆ ರಸ್ತೆಯ ಮೇಲೆ ಹರಿಯುತ್ತಿತ್ತು. ಸಂಬಂಧಪಟ್ಟ ಪಾಲಿಕೆ ವಲಯ ಅಧಿಕಾರಿಗಳ ಗಮನಕ್ಕೆ ತಂದಾಗ ಚರಂಡಿ ಸ್ವಚ್ಛಗೊಳಿಸುವ ಕಾಮಗಾರಿ ಆರಂಭವಾಯಿತು. ಆದರೆ ಕಾಮಗಾರಿ ಅರ್ಧಕ್ಕೆ ನಿಂತಿದ್ದು, ಜನರು ತೊಂದರೆ ಅನುಭವಿಸುವಂತಾಗಿದೆ. ಆದಷ್ಟು ಬೇಗ ಚರಂಡಿ ಕಾಮಗಾರಿ ಪೂರ್ಣಗೊಳಿಸಬೇಕಾಗಿ ಮನವಿ. [153,770,412,913]
speaker-label: ಗುಂಡ [153,334,176,348]
joke-header [145,229,418,277]
magenta-dot [1439,2140,1455,2165]
caption-right: ಮೈಸೂರಿನ ದೇವರಾಜ ಮಾರುಕಟ್ಟೆ ಬಳಿ ಹೂವು ಮಾರಾಟ ಬಲು ಜೋರು. [1018,1477,1495,1499]
letter-item [153,725,412,930]
page-number: 4 [159,163,181,206]
culture-header-band [525,217,1496,309]
black-dot [844,2140,860,2165]
newspaper-nameplate: ಮೈಸೂರು ಮಿತ್ರ [158,374,405,417]
letter-headline: ಚರಂಡಿ ಕಾಮಗಾರಿ ಪೂರ್ಣಗೊಳಿಸಿ [169,726,396,750]
dialogue-line: ಗುಂಡ : “ಎಲ್ಲರಿಗೂ ಉಪಯೋಗವಾಗಲಿ ಅಂತ ಬಾಡಿಗೆ ಬಿಟ್ಟಿದ್ದೇನೆ ಟೀಚರ್” [153,332,410,366]
festival-headline: ಗೌರಿ, ಗಣೇಶ ಮೂರ್ತಿ ಖರೀದಿ ಬಲು ಜೋರು [607,1093,1414,1155]
green-pole [1450,1221,1474,1469]
cyan-dot [1417,2140,1432,2165]
person-figure [976,1968,1007,2037]
potter-article [523,1835,1498,2046]
cmyk-registration-marks [181,2140,263,2165]
person-figure [737,1326,813,1469]
letters-banner [142,656,423,708]
yellow-dot [1461,2140,1477,2165]
letter-body: ಆತ್ಮಹತ್ಯೆ ಎಂಬುದು ಮಾನಸಿಕ ಕಾಯಿಲೆಯ ಲಕ್ಷಣವೂ ಆಗಿದೆ. ವಿಶ್ವದಾದ್ಯಂತ ಸೆಕೆಂಡಿಗೆ ಒಬ್ಬರಂತೆ ಪ್ರತಿ ವರ್ಷ ಎಂಟು ಲಕ್ಷ ಮಂದಿ ಸಾವಿಗೆ ಶರಣಾದರೆ, ದೇಶದಲ್ಲಿ 90 ಸಾವಿರ ಮಂದಿ ಆತ್ಮಹತ್ಯೆ ಮಾಡಿಕೊಳ್ಳುತ್ತಿದ್ದಾರೆ. ಇದು ಆತಂಕಕಾರಿ ವಿಚಾರ. ಆತ್ಮಹತ್ಯೆ ಸಾಮಾಜಿಕ ಪಿಡುಗಾಗಿಯೇ ಪರಿಣಮಿಸುತ್ತಿದೆ. ಅತೀ ಹೆಚ್ಚು ಆತ್ಮಹತ್ಯೆ ಮಾಡಿಕೊಳ್ಳುವ ರಾಷ್ಟ್ರಗಳ ಪೈಕಿ ಚೀನಾ ಮೊದಲ ಸ್ಥಾನದಲ್ಲಿದ್ದರೆ, ಭಾರತ ಎರಡನೇ ಸ್ಥಾನದಲ್ಲಿದೆ. ಈ ಎರಡು ದೇಶಗಳು ಅತೀ ಹೆಚ್ಚು ಜನಸಂಖ್ಯೆ ಹೊಂದಿರುವ ಮೊದಲೆರಡು ರಾಷ್ಟ್ರಗಳೆಂಬುದೂ ಗಮನಾರ್ಹ. ಚಿತ್ತ ಚಂಚಲತೆ, ಭಿನ್ನತೆ, ನಡವಳಿಕೆ ದೋಷ, ವ್ಯಸನ ಸೇರಿದಂತೆ ಅನೇಕ ವಿಚಾರಗಳು ಆತ್ಮಹತ್ಯೆಗೆ ಕಾರಣವಾಗುತ್ತಿವೆ. ವಿಶ್ವಾದ್ಯಂತ ಸೈಕಲ್ ಅರೌಂಡ್ ದಿ ಗ್ಲೋಬಲ್ ಎಂಬ ಘೋಷಣೆಯೊಂದಿಗೆ ಆತ್ಮಹತ್ಯೆ ತಡೆ ಕುರಿತಂತೆ ಜಾಗೃತಿ ಮೂಡಿಸಲಾಗುತ್ತಿದೆ. ಆದರೂ ಆತ್ಮಹತ್ಯೆ ಸಂಖ್ಯೆ ಕಡಿಮೆಯಾಗಿಲ್ಲ. ವಿಶ್ವದಾದ್ಯಂತ ಆತ್ಮಹತ್ಯೆ ಗಂಭೀರ ವಿಚಾರವಾಗಿದೆ. ಎಲ್ಲಾ ವಯೋಮಾನದವರು, ಎಲ್ಲಾ ವರ್ಗದವರು, ವಿದ್ಯಾವಂತರು, ಅವಿದ್ಯಾವಂತರು ಸೇರಿದಂತೆ ಎಲ್ಲಾ ವಲಯದಲ್ಲೂ ಆತ್ಮಹತ್ಯೆ ಕಾಣುತ್ತಿದೆ. ಇದರ ಬಗ್ಗೆ ಸರ್ಕಾರ ಚಿಂತನೆ ನಡೆಸಿ ಅದಕ್ಕೆ ಪರಿಹಾರ ಕಂಡುಕೊಳ್ಳುವ ಕೆಲಸ ಮಾಡಬೇಕಾಗಿದೆ. [153,1274,412,1546]
letter-item [153,940,412,1220]
culture-kicker: ಸಂಸ್ಕೃತಿ ಚಿಂತನಾ [914,241,1102,279]
festival-kicker-row [532,1063,1489,1092]
letter-item [153,1587,412,1777]
magenta-dot [203,2140,219,2165]
person-figure [1056,1968,1087,2037]
motto-shloka: ಸತ್ಯೇನೋತ್ತಭಿತಾ ಭೂಮಿಃ!! ನಹಿ ಸತ್ಯಾತ್ಪರೋ ಧರ್ಮಃ!! [188,444,375,456]
letter-salutation: ಮಾನ್ಯರೆ, [153,1258,189,1273]
letters-title: ನಿಮ್ಮ ಪತ್ರಗಳು [231,667,364,697]
potter-body: ಪಿಒಪಿಯಿಂದ ಮಾಡುವ ಗಣಪತಿಯನ್ನು ಬಳಸುವುದರಿಂದ ನೀರಿನ ಮಾಲಿನ್ಯತೆ ಹೆಚ್ಚಾಗಲಿದ್ದು, ಮಣ್ಣಿನ ಗಣಪತಿ ಬಳಸುವುದರಿಂದ ಕುಂಬಾರರಿಗೆ ಪ್ರೋತ್ಸಾಹ ನೀಡಿದಂತಾಗುತ್ತದೆ ಎಂದು ಶಾಸಕ ಎಸ್.ಎ. ರಾಮದಾಸ್ ತಿಳಿಸಿದರು. ವಿದ್ಯಾರ್ಥಿಗಳು ನೀಡಿರುವ ಮಣ್ಣಿನ ಗೌರಿ ಮತ್ತು ಗಣೇಶ ವಿಗ್ರಹವನ್ನೇ ನಮ್ಮ ಕಛೇರಿಯಲ್ಲಿ ಪ್ರತಿಷ್ಠಾಪಿಸುತ್ತೇವೆ ಎಂದರು. ಪಿಒಪಿಯಿಂದ ಮಾಡುವ ಗಣಪತಿಯನ್ನು ಬಳಸುವುದರಿಂದ ನೀರಿನ ಮಾಲಿನ್ಯತೆ ಹೆಚ್ಚಾಗಲಿದ್ದು, ಮಣ್ಣಿನ ಗಣಪತಿ ಬಳಸುವುದರಿಂದ ಕುಂಬಾರರಿಗೆ ಪ್ರೋತ್ಸಾಹ ನೀಡಿದಂತಾಗುತ್ತದೆ ಎಂದು ಶಾಸಕ ಎಸ್.ಎ. ರಾಮದಾಸ್ ತಿಳಿಸಿದರು. ವಿದ್ಯಾರ್ಥಿಗಳು ನೀಡಿರುವ ಮಣ್ಣಿನ ಗೌರಿ ಮತ್ತು ಗಣೇಶ ವಿಗ್ರಹವನ್ನೇ ನಮ್ಮ ಕಛೇರಿಯಲ್ಲಿ ಪ್ರತಿಷ್ಠಾಪಿಸುತ್ತೇವೆ ಎಂದರು. ಪಿಒಪಿಯಿಂದ ಮಾಡುವ ಗಣಪತಿಯನ್ನು ಬಳಸುವುದರಿಂದ ನೀರಿನ ಮಾಲಿನ್ಯತೆ ಹೆಚ್ಚಾಗಲಿದ್ದು, ಮಣ್ಣಿನ ಗಣಪತಿ ಬಳಸುವುದರಿಂದ ಕುಂಬಾರರಿಗೆ ಪ್ರೋತ್ಸಾಹ ನೀಡಿದಂತಾಗುತ್ತದೆ ಎಂದು ಶಾಸಕ ಎಸ್.ಎ. ರಾಮದಾಸ್ ತಿಳಿಸಿದರು. ವಿದ್ಯಾರ್ಥಿಗಳು ನೀಡಿರುವ ಮಣ್ಣಿನ ಗೌರಿ ಮತ್ತು ಗಣೇಶ ವಿಗ್ರಹವನ್ನೇ ನಮ್ಮ ಕಛೇರಿಯಲ್ಲಿ ಪ್ರತಿಷ್ಠಾಪಿಸುತ್ತೇವೆ ಎಂದರು. [1105,1894,1499,2040]
editor-qualification: M.A. [332,472,355,484]
author-phone: ಮೊ : 9739415291 [625,266,718,281]
dialogue-text: “ಗುಂಡ, ಶಾಲೆಗೆ ದಿನವೂ ನಡೆದುಕೊಂಡು ಬರುತ್ತಿರುವೆಯಲ್ಲಾ, ಸರ್ಕಾರ ಕೊಟ್ಟ ಸೈಕಲ್ ಏನಾಯ್ತೋ?” [214,284,368,331]
potter-kicker: ಶಾಸಕ ರಾಮದಾಸ್ ಸಲಹೆ [523,1892,719,1924]
red-rule [527,1158,1494,1162]
caption-left: ಗೌರಿ, ಗಣೇಶ ಖರೀದಿಯಲ್ಲಿ ತೊಡಗಿರುವ ಜನ. [527,1477,1005,1499]
dialogue-line: ಟೀಚರ್ : “ಗುಂಡ, ಶಾಲೆಗೆ ದಿನವೂ ನಡೆದುಕೊಂಡು ಬರುತ್ತಿರುವೆಯಲ್ಲಾ, ಸರ್ಕಾರ ಕೊಟ್ಟ ಸೈಕಲ್ ಏನಾಯ್ತೋ?” [153,282,410,332]
event-group-photo [731,1892,1093,2039]
dialogue-text: “ಎಲ್ಲರಿಗೂ ಉಪಯೋಗವಾಗಲಿ ಅಂತ ಬಾಡಿಗೆ ಬಿಟ್ಟಿದ್ದೇನೆ ಟೀಚರ್” [214,334,379,365]
author-city: ಮೈಸೂರು [625,248,663,263]
footer-rule [130,2052,1498,2055]
author-photo [532,223,612,303]
cyan-dot [181,2140,196,2165]
amrutavahini-title: ಅಮೃತವಾಹಿನಿ [242,511,321,531]
festival-kicker: ಹಬ್ಬದ ವ್ಯಾಪಾರ ಬಲು ಜೋರು [893,1063,1129,1091]
band-spacer [1395,217,1496,309]
cyan-dot [778,2140,793,2165]
laughing-smiley-icon [153,234,190,271]
envelope-icon: ✉ [201,669,222,695]
letter-signature: –ಎಸ್.ನಾಗಾಭೂಷಣ್, ಮೈಸೂರು. ತಾ.07.09.2018 [212,917,412,930]
culture-headline: ಗಂಡ ಭೇರುಂಡ ಮತ್ತು ಇತರ ಕಥೆಗಳು [685,314,1336,374]
